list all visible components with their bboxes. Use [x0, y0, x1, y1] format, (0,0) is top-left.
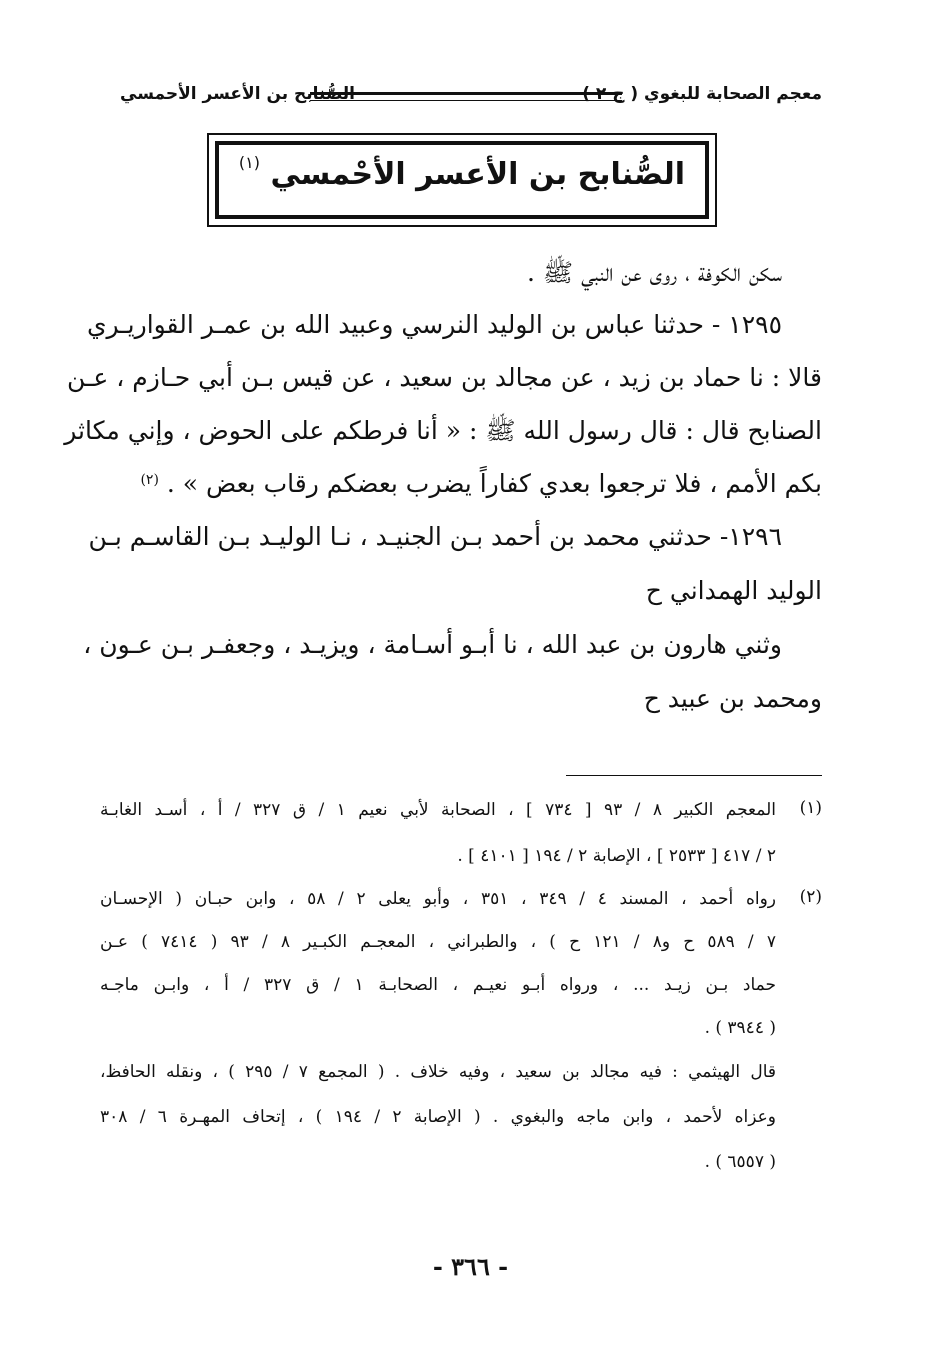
footnote-line: ( ٦٥٥٧ ) .	[704, 1152, 776, 1172]
header-book-title: معجم الصحابة للبغوي ( ج ٢ )	[582, 84, 822, 104]
note-ref: (٢)	[140, 472, 159, 488]
text-line: ١٢٩٦- حدثني محمد بن أحمد بـن الجنيـد ، نـا الوليـد بـن القاسـم بـن	[88, 522, 782, 551]
header-rule	[310, 92, 622, 101]
running-header	[110, 84, 822, 114]
footnote-line: المعجم الكبير ٨ / ٩٣ [ ٧٣٤ ] ، الصحابة لأبي نعيم ١ / ق ٣٢٧ / أ ، أسـد الغابـة	[100, 800, 776, 820]
text-line: ومحمد بن عبيد ح	[643, 684, 822, 713]
entry-title	[209, 153, 715, 192]
text-line: قالا : نا حماد بن زيد ، عن مجالد بن سعيد ، عن قيس بـن أبي حـازم ، عـن	[67, 363, 822, 392]
footnote-separator	[566, 775, 822, 776]
footnote-line: حماد بـن زيـد ... ، ورواه أبـو نعيـم ، الصحابـة ١ / ق ٣٢٧ / أ ، وابـن ماجـه	[100, 975, 777, 995]
text-line: وثني هارون بن عبد الله ، نا أبـو أسـامة ، ويزيـد ، وجعفـر بـن عـون ،	[83, 630, 782, 659]
entry-title-frame	[207, 133, 717, 227]
footnote-line: قال الهيثمي : فيه مجالد بن سعيد ، وفيه خلاف . ( المجمع ٧ / ٢٩٥ ) ، ونقله الحافظ،	[100, 1062, 776, 1082]
footnote-line: وعزاه لأحمد ، وابن ماجه والبغوي . ( الإصابة ٢ / ١٩٤ ) ، إتحاف المهـرة ٦ / ٣٠٨	[100, 1107, 777, 1127]
header-section-title: الصُّنابح بن الأعسر الأحمسي	[120, 84, 355, 104]
footnote-number: (٢)	[799, 887, 822, 907]
entry-title-text: الصُّنابح بن الأعسر الأحْمسي	[270, 157, 686, 192]
footnote-line: ٢ / ٤١٧ [ ٢٥٣٣ ] ، الإصابة ٢ / ١٩٤ [ ٤١٠١ ] .	[457, 846, 776, 866]
footnote-line: ( ٣٩٤٤ ) .	[704, 1018, 776, 1038]
text-line-with-note	[100, 469, 822, 499]
page-number: - ٣٦٦ -	[432, 1252, 509, 1281]
footnote-line: ٧ / ٥٨٩ ح و٨ / ١٢١ ح ) ، والطبراني ، المعجـم الكبـير ٨ / ٩٣ ( ٧٤١٤ ) عـن	[100, 932, 776, 952]
text-line: بكم الأمم ، فلا ترجعوا بعدي كفاراً يضرب بعضكم رقاب بعض » .	[166, 469, 822, 498]
text-line: ١٢٩٥ - حدثنا عباس بن الوليد النرسي وعبيد الله بن عمـر القواريـري	[86, 310, 782, 339]
text-line: الوليد الهمداني ح	[645, 576, 822, 605]
text-line: سكن الكوفة ، روى عن النبي ﷺ .	[527, 258, 782, 287]
footnote-line: رواه أحمد ، المسند ٤ / ٣٤٩ ، ٣٥١ ، وأبو يعلى ٢ / ٥٨ ، وابن حبـان ( الإحسـان	[100, 889, 776, 909]
text-line: الصنابح قال : قال رسول الله ﷺ : « أنا فرطكم على الحوض ، وإني مكاثر	[64, 416, 822, 445]
entry-title-note-ref: (١)	[238, 153, 260, 172]
footnote-number: (١)	[799, 798, 822, 818]
